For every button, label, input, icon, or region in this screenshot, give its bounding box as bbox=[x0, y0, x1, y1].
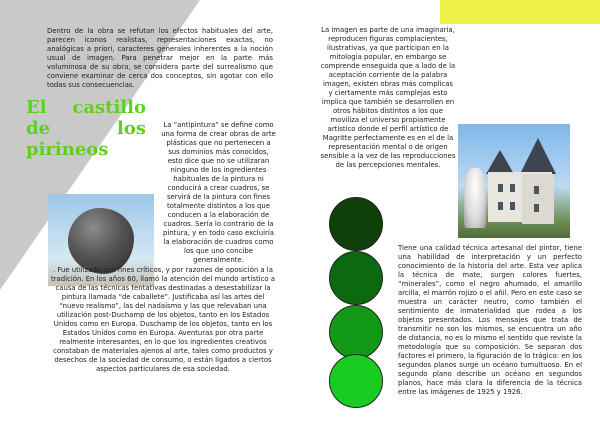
green-circle-4 bbox=[329, 354, 383, 408]
castle-photo bbox=[458, 124, 570, 238]
right-bottom-paragraph: Tiene una calidad técnica artesanal del pintor, tiene una habilidad de interpretación y un perfecto conocimiento de la historia del arte. Esta vez aplica la técnica de mate, surgen colores fuertes, “minerales”, como el negro ahumado, el amarillo arcilla, el marrón rojizo o el añil. Pero en este caso se muestra un carácter neutro, como también el sentimiento de inmaterialidad que rodea a los objetos presentados. Los mensajes que trata de transmitir no son los mismos, se encuentra un año de distancia, no es lo mismo el sentido que reviste la metodología que su composición. Se separan dos factores el primero, la figuración de lo trágico: en los segundos planos surge un océano tumultuoso. En el segundo plano describe un océano en segundos planos, hace más clara la diferencia de la técnica entre las imágenes de 1925 y 1926. bbox=[398, 244, 582, 396]
green-circle-1 bbox=[329, 197, 383, 251]
intro-paragraph: Dentro de la obra se refutan los efectos habituales del arte, parecen iconos realistas, representaciones exactas, no analógicas a priori, caracteres generales inherentes a la noción usual de imagen. Para penetrar mejor en la parte más voluminosa de su obra, se considera parte del surrealismo que conviene examinar de cerca dos conceptos, sin agotar con ello todas sus consecuencias. bbox=[47, 27, 273, 89]
lower-left-paragraph: . Fue utilizada con fines críticos, y por razones de oposición a la tradición. En los años 60, llamó la atención del mundo artístico a causa de las técnicas tentativas destinadas a desestabilizar la pintura llamada “de caballete”. Justificaba así las artes del “nuevo realismo”, las del nadaísmo y las que relevaban una utilización post-Duchamp de los objetos, tanto en los Estados Unidos como en Europa. Duschamp de los objetos, tanto en los Estados Unidos como en Europa. Aventuras por otra parte realmente interesantes, en lo que los ingredientes creativos constaban de materiales ajenos al arte, tales como productos y desechos de la sociedad de consumo, o están ligados a ciertos aspectos particulares de esa sociedad. bbox=[50, 266, 275, 373]
green-circle-2 bbox=[329, 251, 383, 305]
yellow-accent-band bbox=[440, 0, 600, 24]
page-title: El castillo de los pirineos bbox=[26, 97, 146, 160]
green-circle-3 bbox=[329, 305, 383, 359]
floating-rock-shape bbox=[68, 208, 134, 274]
statue bbox=[464, 168, 486, 228]
right-top-paragraph: La imagen es parte de una imaginaria, reproducen figuras complacientes, ilustrativas, ya que participan en la mitología popular, en embargo se comprende enseguida que a lado de la aceptación corriente de la palabra imagen, existen obras más complicas y ciertamente más complejas esto implica que también se desarrollen en otros hábitos distintos a los que moviliza el universo propiamente artístico donde el perfil artístico de Magritte perfectamente es en el de la representación mental o de origen sensible a la vez de las reproducciones de las percepciones mentales. bbox=[320, 26, 456, 169]
antipintura-paragraph: La “antipintura” se define como una forma de crear obras de arte plásticas que no pertenecen a sus dominios más conocidos, esto dice que no se utilizaran ninguno de los ingredientes habituales de la pintura ni conducirá a crear cuadros, se servirá de la pintura con fines totalmente distintos a los que conducen a la elaboración de cuadros. Sería lo contrario de la pintura, y en todo caso excluiría la elaboración de cuadros como los que uno concibe generalmente. bbox=[161, 121, 276, 264]
